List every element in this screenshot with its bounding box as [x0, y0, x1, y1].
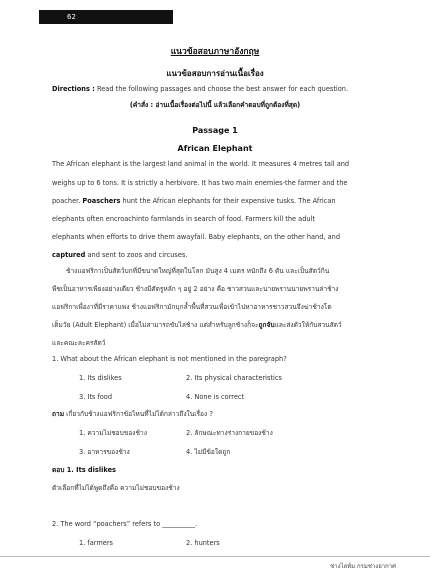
q1-option-3: 3. Its food — [79, 393, 113, 401]
q1-option-1: 1. Its dislikes — [79, 374, 122, 382]
passage-bold-word: Poaschers — [82, 197, 121, 205]
passage-text: and sent to zoos and circuses. — [85, 251, 188, 259]
question-2: 2. The word “poachers” refers to __________. — [52, 520, 198, 528]
thai-text: และคณะละครสัตว์ — [52, 339, 106, 347]
passage-line: The African elephant is the largest land animal in the world. It measures 4 metres tall and — [52, 160, 350, 168]
footer-text: ช่างไลท์ม กรมช่างอากาศ — [330, 563, 396, 570]
passage-text: poacher. — [52, 197, 83, 205]
thai-text: แอฟริกาเพื่องาที่มีราคาแพง ช้างแอฟริกามักบุกล้ำพื้นที่สวนเพื่อเข้าไปหาอาหารชาวสวนจึงฆ่าช้างโต — [52, 303, 332, 311]
passage-bold-word: captured — [52, 251, 86, 259]
q2-option-1: 1. farmers — [79, 539, 113, 547]
question-1: 1. What about the African elephant is not mentioned in the paregraph? — [52, 355, 287, 363]
q2-option-2: 2. hunters — [186, 539, 220, 547]
directions-line — [52, 85, 348, 94]
passage-line — [52, 197, 336, 206]
q1-thai-option-3: 3. อาหารของช้าง — [79, 448, 130, 456]
thai-text: พืชเป็นอาหารเพียงอย่างเดียว ช้างมีศัตรูหลัก ๆ อยู่ 2 อย่าง คือ ชาวสวนและนายพรานนายพรานล่าช้าง — [52, 285, 339, 293]
thai-line — [66, 267, 329, 276]
page-number: 62 — [67, 13, 76, 21]
q1-thai-option-4: 4. ไม่มีข้อใดถูก — [186, 448, 231, 456]
q1-thai-option-1: 1. ความไม่ชอบของช้าง — [79, 429, 147, 437]
q1-option-4: 4. None is correct — [186, 393, 245, 401]
q1-thai-option-2: 2. ลักษณะทางร่างกายของช้าง — [186, 429, 273, 437]
thai-text: และส่งตัวให้กับสวนสัตว์ — [274, 321, 342, 329]
document-title: แนวข้อสอบภาษาอังกฤษ — [170, 47, 260, 57]
passage-line: elephants often encroachinto farmlands in search of food. Farmers kill the adult — [52, 215, 316, 223]
q1-explanation: ตัวเลือกที่ไม่ได้พูดถึงคือ ความไม่ชอบของช้าง — [52, 484, 180, 492]
passage-title: African Elephant — [177, 144, 253, 153]
passage-line — [52, 251, 187, 260]
directions-thai: (คำสั่ง : อ่านเนื้อเรื่องต่อไปนี้ แล้วเลือกคำตอบที่ถูกต้องที่สุด) — [129, 101, 301, 109]
thai-line — [52, 285, 338, 294]
page-number-bar — [39, 10, 173, 24]
q1-thai-label: ถาม — [52, 410, 65, 418]
q1-answer: ตอบ 1. Its dislikes — [52, 466, 116, 474]
passage-line: weighs up to 6 tons. It is strictly a herbivore. It has two main enemies-the farmer and the — [52, 179, 348, 187]
thai-text: ช้างแอฟริกาเป็นสัตว์บกที่มีขนาดใหญ่ที่สุดในโลก มันสูง 4 เมตร หนักถึง 6 ตัน และเป็นสัตว์กิน — [66, 267, 330, 275]
q1-option-2: 2. Its physical characteristics — [186, 374, 282, 382]
directions-label: Directions : — [52, 85, 95, 93]
thai-bold-word: ถูกจับ — [258, 321, 275, 329]
thai-line — [52, 303, 332, 312]
page-footer — [0, 556, 430, 571]
document-subtitle: แนวข้อสอบการอ่านเนื้อเรื่อง — [166, 69, 264, 78]
thai-line — [52, 339, 105, 348]
q1-thai-text: เกี่ยวกับช้างแอฟริกาข้อไหนที่ไม่ได้กล่าวถึงในเรื่อง ? — [64, 410, 213, 418]
q1-thai-question — [52, 410, 213, 419]
passage-line: elephants when efforts to drive them awayfail. Baby elephants, on the other hand, and — [52, 233, 341, 241]
thai-text: เต็มวัย (Adult Elephant) เมื่อไม่สามารถขับไล่ช้าง แต่สำหรับลูกช้างก็จะ — [52, 321, 259, 329]
thai-line — [52, 321, 342, 330]
directions-text: Read the following passages and choose the best answer for each question. — [94, 85, 349, 93]
passage-label: Passage 1 — [192, 126, 238, 135]
passage-text: hunt the African elephants for their expensive tusks. The African — [120, 197, 336, 205]
